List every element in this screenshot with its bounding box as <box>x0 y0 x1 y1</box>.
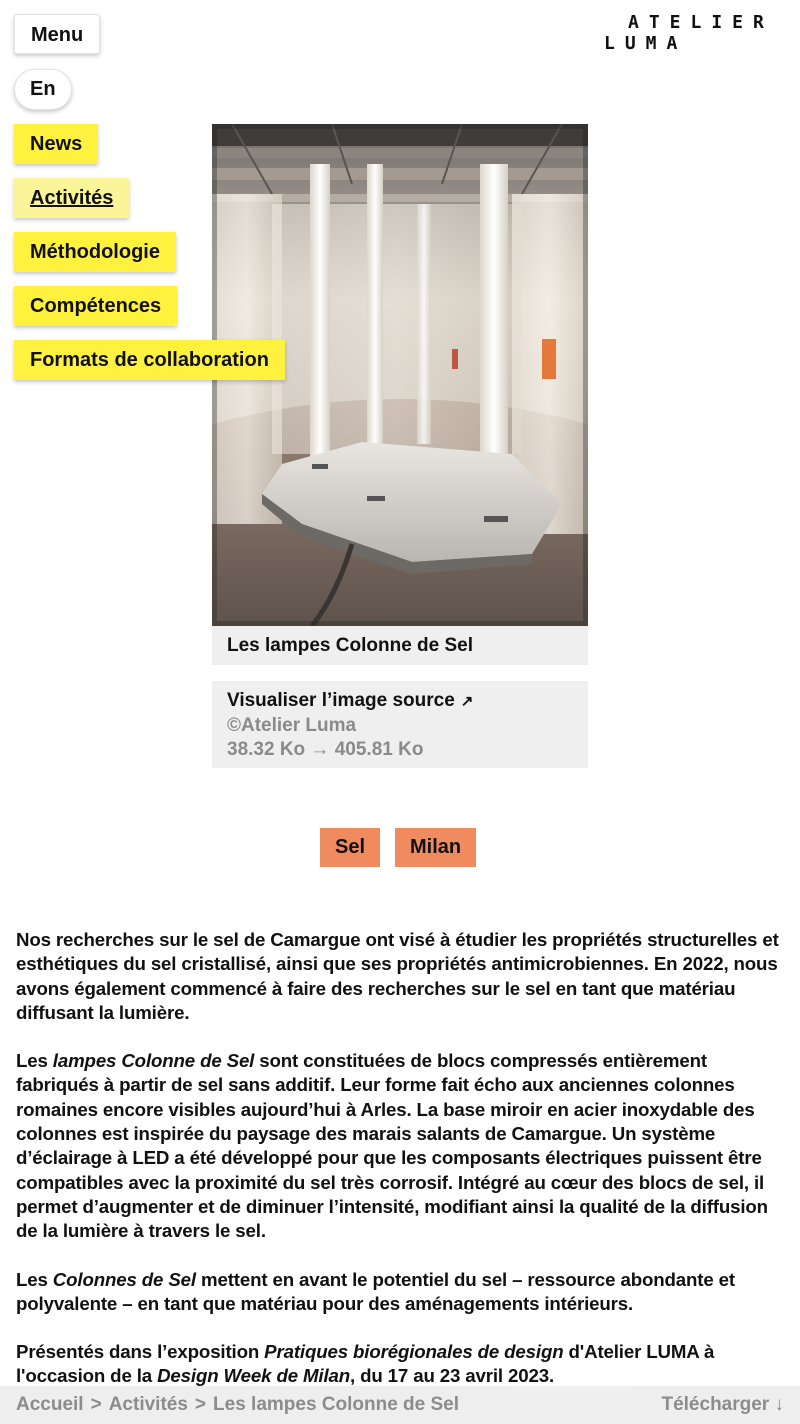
article-paragraph: Nos recherches sur le sel de Camargue ont visé à étudier les propriétés structurelles et esthétiques du sel cristallisé, ainsi que ses propriétés antimicrobiennes. En 2022, nous avons également commencé à faire des recherches sur le sel en tant que matériau diffusant la lumière. <box>16 929 779 1023</box>
breadcrumb-separator: > <box>90 1394 102 1415</box>
download-button[interactable] <box>661 1386 784 1424</box>
article-paragraph: Les Colonnes de Sel mettent en avant le potentiel du sel – ressource abondante et polyvalente – en tant que matériau pour des aménagements intérieurs. <box>16 1268 735 1314</box>
atelier-luma-logo[interactable] <box>604 12 790 54</box>
tag-milan[interactable]: Milan <box>395 828 476 867</box>
nav-item-news[interactable]: News <box>14 124 98 164</box>
image-caption: Les lampes Colonne de Sel <box>212 626 588 665</box>
nav-item-competences[interactable]: Compétences <box>14 286 177 326</box>
article-paragraph: Les lampes Colonne de Sel sont constituées de blocs compressés entièrement fabriqués à partir de sel sans additif. Leur forme fait écho aux anciennes colonnes romaines encore visibles aujourd’hui à Arles. La base miroir en acier inoxydable des colonnes est inspirée du paysage des marais salants de Camargue. Un système d’éclairage à LED a été développé pour que les composants électriques puissent être compatibles avec la proximité du sel très corrosif. Intégré au cœur des blocs de sel, il permet d’augmenter et de diminuer l’intensité, modifiant ainsi la qualité de la diffusion de la lumière à travers le sel. <box>16 1050 768 1242</box>
nav-item-activites[interactable]: Activités <box>14 178 129 218</box>
nav-item-methodologie[interactable]: Méthodologie <box>14 232 176 272</box>
article-body <box>16 928 792 1413</box>
language-button[interactable]: En <box>14 69 72 110</box>
article-paragraph: Présentés dans l’exposition Pratiques biorégionales de design d'Atelier LUMA à l'occasion de la Design Week de Milan, du 17 au 23 avril 2023. <box>16 1341 715 1387</box>
external-arrow-icon: ↗ <box>460 693 474 710</box>
image-file-size: 38.32 Ko → 405.81 Ko <box>227 739 424 760</box>
breadcrumb-bar <box>0 1386 800 1424</box>
breadcrumb-activites[interactable]: Activités <box>108 1394 188 1415</box>
breadcrumb-current: Les lampes Colonne de Sel <box>213 1394 460 1415</box>
download-arrow-icon: ↓ <box>774 1394 784 1415</box>
menu-button[interactable]: Menu <box>14 14 100 54</box>
breadcrumb-separator: > <box>194 1394 207 1415</box>
image-credit: ©Atelier Luma <box>227 715 357 736</box>
view-source-label: Visualiser l’image source <box>227 690 455 711</box>
nav-item-formats-de-collaboration[interactable]: Formats de collaboration <box>14 340 285 380</box>
tag-sel[interactable]: Sel <box>320 828 380 867</box>
logo-line-1: ATELIER <box>628 12 774 33</box>
download-label: Télécharger <box>661 1394 770 1415</box>
view-source-image-link[interactable] <box>227 688 573 714</box>
breadcrumb-home[interactable]: Accueil <box>16 1394 84 1415</box>
logo-line-2: LUMA <box>604 33 688 54</box>
image-source-panel <box>212 681 588 768</box>
